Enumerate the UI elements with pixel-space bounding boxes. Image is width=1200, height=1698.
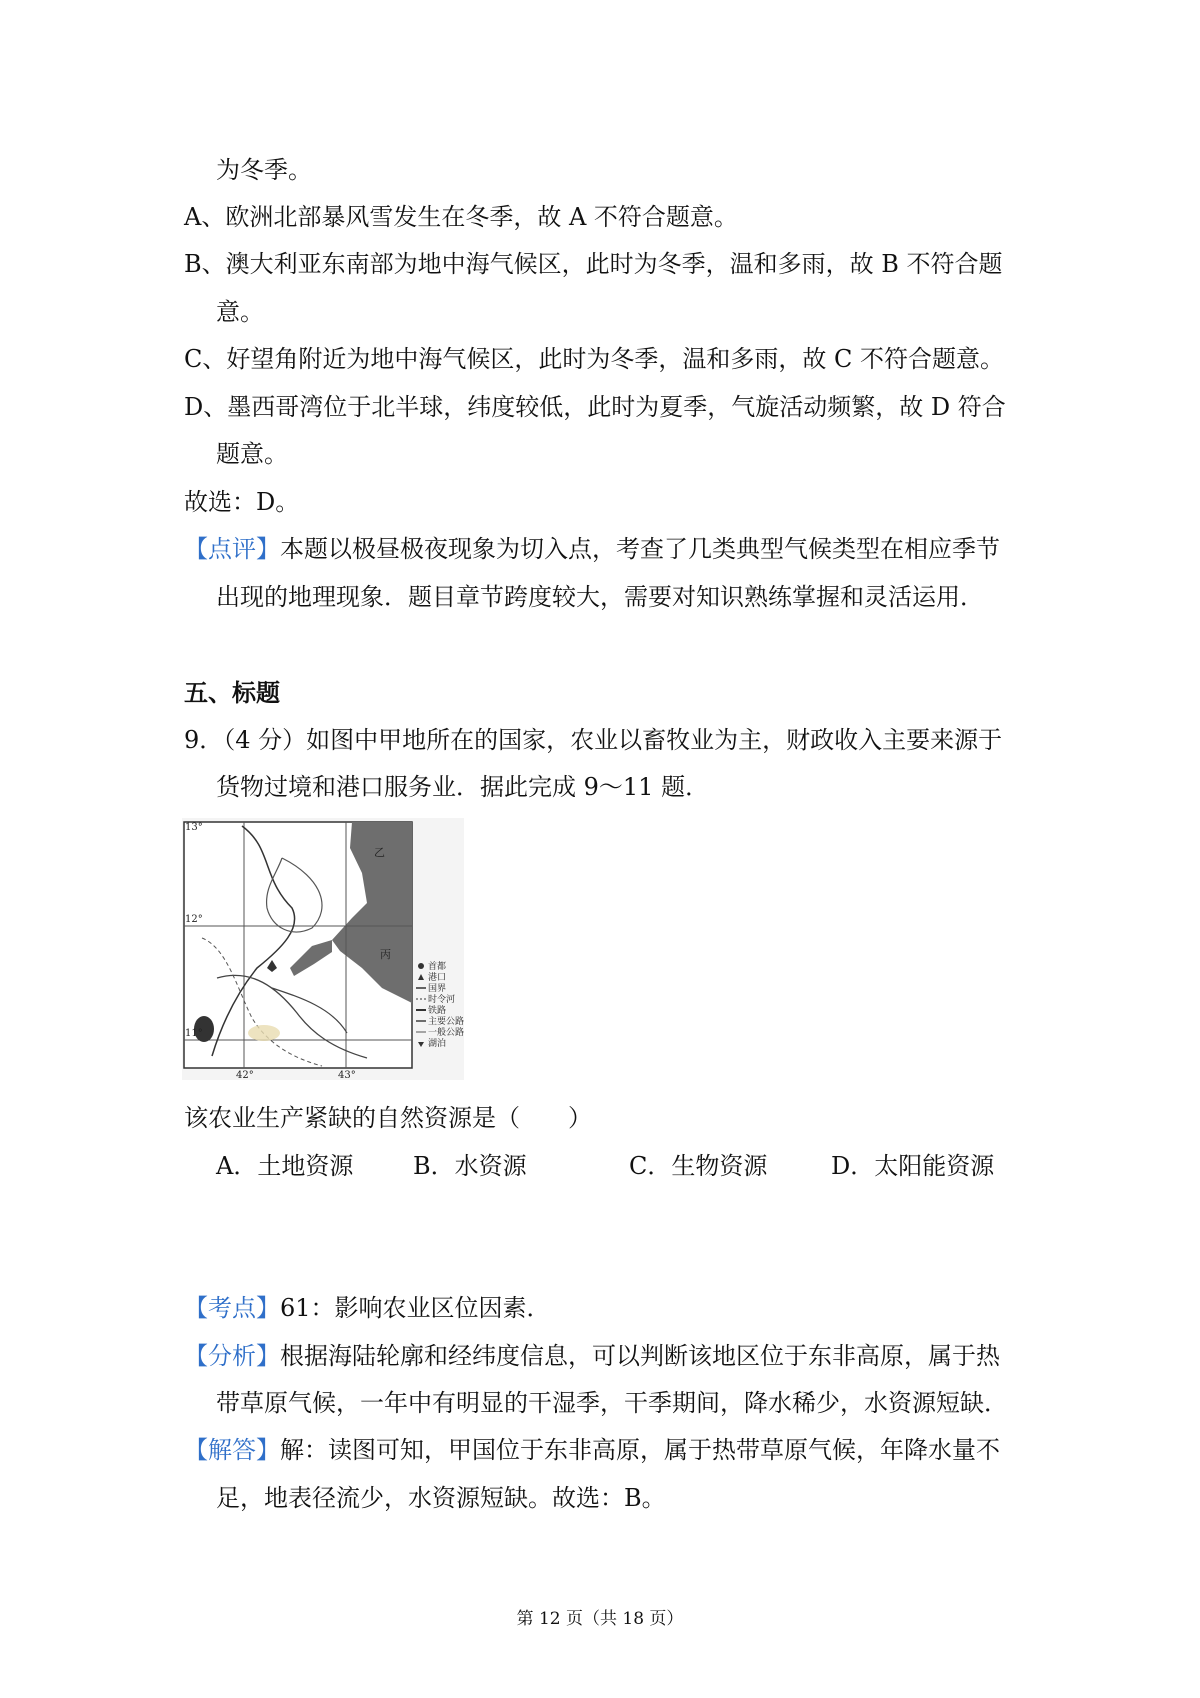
knowledge-point	[184, 1292, 551, 1324]
legend-item: 国界	[428, 984, 447, 994]
lat-label: 12°	[185, 914, 203, 925]
region-label: 乙	[374, 846, 385, 859]
lake-marker	[248, 1025, 280, 1041]
page-footer: 第 12 页（共 18 页）	[516, 1609, 684, 1629]
option-explanation-b-cont: 意。	[216, 298, 264, 326]
solution-paragraph	[184, 1434, 1000, 1466]
paragraph-line: 为冬季。	[216, 156, 312, 184]
lon-label: 42°	[236, 1070, 254, 1080]
option-c[interactable]: C．生物资源	[629, 1152, 768, 1180]
legend-item: 首都	[428, 962, 447, 972]
knowledge-point-text: 61：影响农业区位因素．	[280, 1294, 551, 1322]
legend-item: 湖泊	[428, 1039, 447, 1049]
option-a[interactable]: A．土地资源	[216, 1152, 354, 1180]
analysis-text: 根据海陆轮廓和经纬度信息，可以判断该地区位于东非高原，属于热	[280, 1342, 1000, 1370]
option-b[interactable]: B．水资源	[413, 1152, 527, 1180]
lat-label: 11°	[185, 1028, 203, 1039]
region-label: 丙	[380, 948, 391, 961]
option-explanation-d-cont: 题意。	[216, 440, 288, 468]
solution-text: 解：读图可知，甲国位于东非高原，属于热带草原气候，年降水量不	[280, 1436, 1000, 1464]
option-d[interactable]: D．太阳能资源	[831, 1152, 995, 1180]
review-tag: 【点评】	[184, 535, 280, 563]
lat-label: 13°	[185, 822, 203, 833]
review-text: 本题以极昼极夜现象为切入点，考查了几类典型气候类型在相应季节	[280, 535, 1000, 563]
legend-item: 港口	[428, 973, 447, 983]
option-explanation-b: B、澳大利亚东南部为地中海气候区，此时为冬季，温和多雨，故 B 不符合题	[184, 250, 1003, 278]
legend-item: 主要公路	[428, 1017, 464, 1027]
question-ask: 该农业生产紧缺的自然资源是（ ）	[184, 1104, 592, 1132]
option-explanation-d: D、墨西哥湾位于北半球，纬度较低，此时为夏季，气旋活动频繁，故 D 符合	[184, 393, 1006, 421]
answer-line: 故选：D。	[184, 488, 300, 516]
question-stem-cont: 货物过境和港口服务业．据此完成 9～11 题．	[216, 773, 710, 801]
option-explanation-c: C、好望角附近为地中海气候区，此时为冬季，温和多雨，故 C 不符合题意。	[184, 345, 1004, 373]
knowledge-point-tag: 【考点】	[184, 1294, 280, 1322]
solution-tag: 【解答】	[184, 1436, 280, 1464]
lon-label: 43°	[338, 1070, 356, 1080]
review-paragraph-cont: 出现的地理现象．题目章节跨度较大，需要对知识熟练掌握和灵活运用．	[216, 583, 984, 611]
region-map	[182, 818, 464, 1080]
analysis-paragraph-cont: 带草原气候，一年中有明显的干湿季，干季期间，降水稀少，水资源短缺．	[216, 1389, 1008, 1417]
analysis-tag: 【分析】	[184, 1342, 280, 1370]
section-title: 五、标题	[184, 678, 280, 707]
analysis-paragraph	[184, 1340, 1000, 1372]
legend-capital-icon	[418, 963, 424, 969]
solution-paragraph-cont: 足，地表径流少，水资源短缺。故选：B。	[216, 1484, 666, 1512]
review-paragraph	[184, 533, 1000, 565]
question-stem: 9．（4 分）如图中甲地所在的国家，农业以畜牧业为主，财政收入主要来源于	[184, 726, 1003, 754]
option-explanation-a: A、欧洲北部暴风雪发生在冬季，故 A 不符合题意。	[184, 203, 738, 231]
legend-item: 时令河	[428, 995, 456, 1005]
legend-item: 铁路	[428, 1006, 447, 1016]
legend-item: 一般公路	[428, 1028, 464, 1038]
